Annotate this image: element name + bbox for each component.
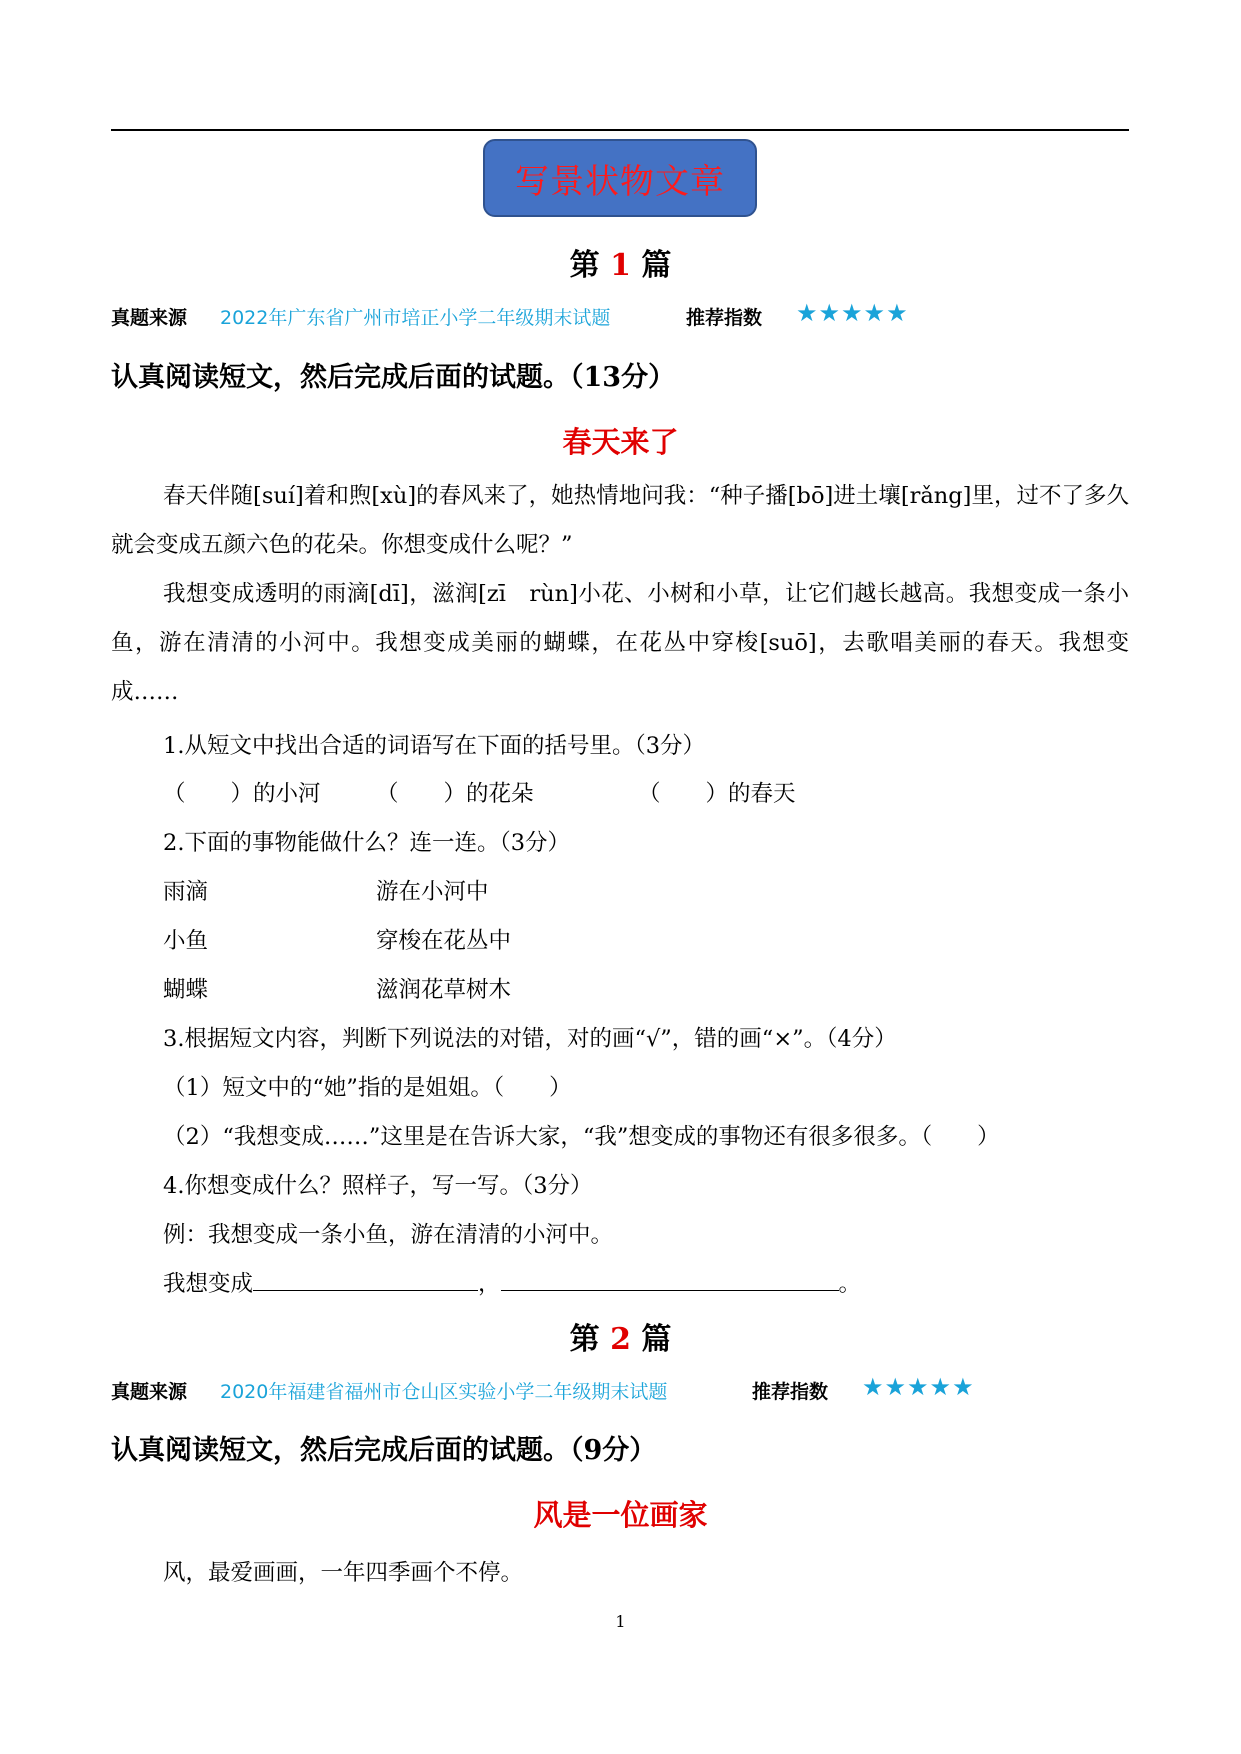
q4-blank-1[interactable]	[253, 1268, 478, 1291]
article2-rating-label: 推荐指数	[752, 1381, 829, 1403]
article1-instruction: 认真阅读短文，然后完成后面的试题。（13分）	[111, 362, 676, 393]
article1-rating-stars: ★★★★★	[796, 299, 909, 327]
q1-item-2: （ ）的花朵	[376, 781, 534, 807]
header-rule	[111, 129, 1129, 131]
article1-passage-title: 春天来了	[562, 425, 679, 459]
article2-source-label: 真题来源	[111, 1381, 188, 1403]
article1-paragraph-1: 春天伴随[suí]着和煦[xù]的春风来了，她热情地问我：“种子播[bō]进土壤[rǎng]里，过不了多久就会变成五颜六色的花朵。你想变成什么呢？”	[111, 483, 1129, 558]
q2-left-3: 蝴蝶	[163, 977, 209, 1003]
heading-number: 2	[610, 1322, 631, 1357]
heading-prefix: 第	[569, 248, 600, 283]
article2-passage-title: 风是一位画家	[533, 1498, 708, 1532]
q2-right-2: 穿梭在花丛中	[376, 928, 512, 954]
q2-right-1: 游在小河中	[376, 879, 489, 905]
q3-item-1: （1）短文中的“她”指的是姐姐。（ ）	[163, 1075, 572, 1101]
article2-heading	[0, 1314, 1241, 1358]
question-4: 4.你想变成什么？照样子，写一写。（3分）	[163, 1173, 593, 1199]
question-3: 3.根据短文内容，判断下列说法的对错，对的画“√”，错的画“×”。（4分）	[163, 1026, 897, 1052]
page-number: 1	[615, 1612, 626, 1631]
q4-end: 。	[838, 1271, 862, 1297]
article2-source: 2020年福建省福州市仓山区实验小学二年级期末试题	[220, 1381, 668, 1403]
section-title: 写景状物文章	[483, 139, 757, 217]
question-2: 2.下面的事物能做什么？连一连。（3分）	[163, 830, 571, 856]
q4-prompt: 我想变成	[163, 1271, 254, 1297]
article1-heading	[0, 240, 1241, 284]
heading-suffix: 篇	[641, 1322, 672, 1357]
article1-rating-label: 推荐指数	[686, 307, 763, 329]
q1-item-3: （ ）的春天	[638, 781, 796, 807]
q3-item-2: （2）“我想变成……”这里是在告诉大家，“我”想变成的事物还有很多很多。（ ）	[163, 1124, 1000, 1150]
question-1: 1.从短文中找出合适的词语写在下面的括号里。（3分）	[163, 733, 706, 759]
q2-left-2: 小鱼	[163, 928, 209, 954]
q4-comma: ，	[478, 1271, 501, 1297]
q2-left-1: 雨滴	[163, 879, 209, 905]
heading-suffix: 篇	[641, 248, 672, 283]
heading-prefix: 第	[569, 1322, 600, 1357]
q4-example: 例：我想变成一条小鱼，游在清清的小河中。	[163, 1222, 614, 1248]
article1-source-label: 真题来源	[111, 307, 188, 329]
heading-number: 1	[610, 248, 631, 283]
q1-item-1: （ ）的小河	[163, 781, 321, 807]
q2-right-3: 滋润花草树木	[376, 977, 512, 1003]
article1-source: 2022年广东省广州市培正小学二年级期末试题	[220, 307, 611, 329]
article2-first-line: 风，最爱画画，一年四季画个不停。	[163, 1560, 524, 1586]
article2-rating-stars: ★★★★★	[862, 1373, 975, 1401]
q4-blank-2[interactable]	[501, 1268, 839, 1291]
article2-instruction: 认真阅读短文，然后完成后面的试题。（9分）	[111, 1435, 657, 1466]
article1-paragraph-2: 我想变成透明的雨滴[dī]，滋润[zī rùn]小花、小树和小草，让它们越长越高。我想变成一条小鱼，游在清清的小河中。我想变成美丽的蝴蝶，在花丛中穿梭[suō]，去歌唱美丽的春天。我想变成……	[111, 581, 1129, 705]
q4-answer-line	[163, 1266, 861, 1298]
